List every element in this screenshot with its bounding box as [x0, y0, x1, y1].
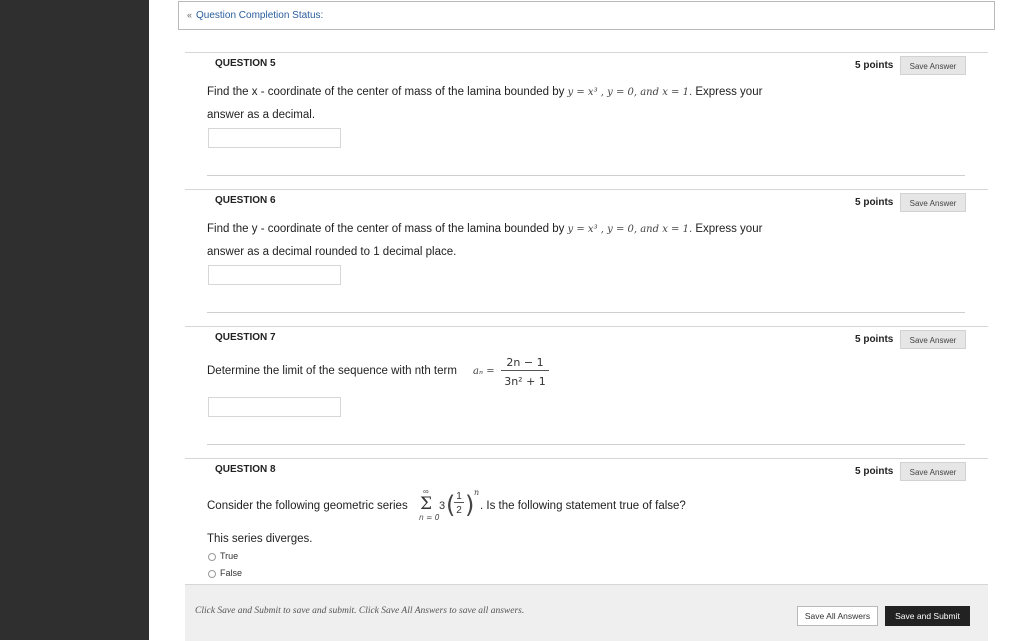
question-text	[207, 223, 762, 235]
save-answer-button[interactable]: Save Answer	[900, 193, 966, 212]
save-and-submit-button[interactable]: Save and Submit	[885, 606, 970, 626]
question-title: QUESTION 5	[215, 58, 276, 69]
question-title: QUESTION 7	[215, 332, 276, 343]
fraction-denominator: 3n² + 1	[504, 375, 546, 388]
question-math: y = x³ , y = 0, and x = 1.	[567, 224, 693, 235]
question-divider	[185, 458, 988, 459]
question-divider	[207, 175, 965, 176]
question-math: y = x³ , y = 0, and x = 1.	[567, 87, 693, 98]
save-answer-button[interactable]: Save Answer	[900, 462, 966, 481]
question-points: 5 points	[855, 466, 894, 477]
footer-instructions: Click Save and Submit to save and submit. Click Save All Answers to save all answers.	[195, 606, 525, 616]
sequence-term: aₙ =	[473, 366, 495, 377]
question-divider	[185, 326, 988, 327]
question-text-line2: answer as a decimal rounded to 1 decimal place.	[207, 246, 457, 258]
chevron-down-icon[interactable]: «	[187, 10, 193, 20]
right-paren: )	[465, 491, 475, 519]
question-completion-status[interactable]	[178, 1, 995, 30]
question-text	[207, 86, 762, 98]
series-ratio-numerator: 1	[454, 491, 464, 503]
answer-input[interactable]	[208, 397, 341, 417]
sigma-symbol: Σ	[420, 494, 433, 514]
answer-input[interactable]	[208, 128, 341, 148]
left-paren: (	[446, 491, 456, 519]
question-divider	[185, 52, 988, 53]
answer-input[interactable]	[208, 265, 341, 285]
radio-label-true[interactable]: True	[220, 551, 239, 561]
question-text-part: Find the y - coordinate of the center of mass of the lamina bounded by	[207, 223, 568, 235]
question-completion-status-label: Question Completion Status:	[196, 10, 324, 21]
series-exponent: n	[474, 488, 480, 497]
sigma-upper-limit: ∞	[423, 487, 429, 496]
question-title: QUESTION 6	[215, 195, 276, 206]
question-text-part: Express your	[692, 86, 763, 98]
question-text-line2: answer as a decimal.	[207, 109, 316, 121]
sigma-lower-limit: n = 0	[419, 513, 440, 522]
question-points: 5 points	[855, 197, 894, 208]
question-text-part: Find the x - coordinate of the center of mass of the lamina bounded by	[207, 86, 568, 98]
question-text: Consider the following geometric series	[207, 500, 408, 512]
assessment-content	[149, 0, 1024, 640]
left-rail	[0, 0, 149, 640]
submission-footer	[185, 584, 988, 641]
save-answer-button[interactable]: Save Answer	[900, 56, 966, 75]
save-answer-button[interactable]: Save Answer	[900, 330, 966, 349]
radio-false[interactable]	[208, 570, 216, 578]
question-text: Determine the limit of the sequence with nth term	[207, 365, 457, 377]
question-points: 5 points	[855, 334, 894, 345]
series-ratio-denominator: 2	[456, 505, 462, 516]
question-text-part: . Is the following statement true of false?	[480, 500, 686, 512]
radio-true[interactable]	[208, 553, 216, 561]
question-statement: This series diverges.	[207, 533, 313, 545]
series-coefficient: 3	[439, 500, 446, 512]
question-divider	[185, 189, 988, 190]
question-divider	[207, 312, 965, 313]
question-title: QUESTION 8	[215, 464, 276, 475]
radio-label-false[interactable]: False	[220, 568, 243, 578]
question-points: 5 points	[855, 60, 894, 71]
save-all-answers-button[interactable]: Save All Answers	[797, 606, 878, 626]
question-text-part: Express your	[692, 223, 763, 235]
question-divider	[207, 444, 965, 445]
fraction-numerator: 2n − 1	[501, 356, 549, 371]
